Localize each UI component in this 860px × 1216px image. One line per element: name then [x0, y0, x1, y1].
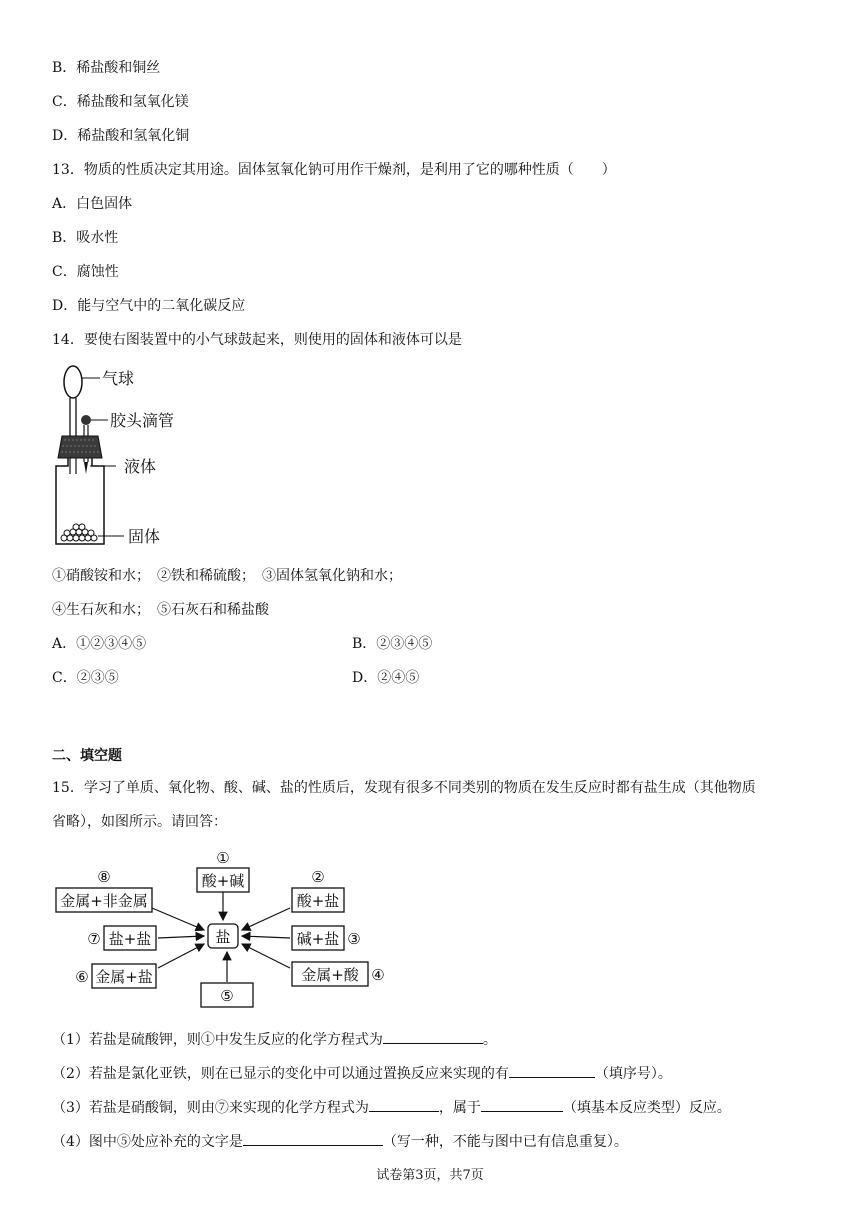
q15-part-1-end: 。	[482, 1032, 497, 1048]
q15-part-1-text: （1）若盐是硫酸钾，则①中发生反应的化学方程式为	[52, 1032, 383, 1048]
q15-part-4-text: （4）图中⑤处应补充的文字是	[52, 1134, 243, 1150]
node-8-number: ⑧	[97, 868, 111, 886]
q13-stem: 13．物质的性质决定其用途。固体氢氧化钠可用作干燥剂，是利用了它的哪种性质（ ）	[52, 162, 616, 178]
q14-option-d: D．②④⑤	[352, 670, 420, 686]
q13-option-b: B．吸水性	[52, 230, 119, 246]
q15-part-2	[52, 1062, 672, 1084]
node-7-label: 盐+盐	[108, 930, 152, 948]
q14-option-b: B．②③④⑤	[352, 636, 433, 652]
answer-blank-5[interactable]	[243, 1130, 383, 1146]
liquid-label: 液体	[124, 457, 157, 476]
dropper-label: 胶头滴管	[110, 411, 175, 430]
answer-blank-1[interactable]	[383, 1028, 483, 1044]
answer-blank-2[interactable]	[509, 1062, 595, 1078]
q14-option-c: C．②③⑤	[52, 670, 119, 686]
answer-blank-3[interactable]	[369, 1096, 439, 1112]
dropper-bulb	[81, 415, 91, 425]
node-7-number: ⑦	[87, 930, 101, 948]
stopper	[58, 436, 102, 458]
apparatus-figure	[52, 362, 252, 556]
node-3-label: 碱+盐	[296, 930, 340, 948]
q15-stem-1: 15．学习了单质、氧化物、酸、碱、盐的性质后，发现有很多不同类别的物质在发生反应时都有盐生成（其他物质	[52, 780, 756, 796]
node-5-number: ⑤	[220, 987, 234, 1005]
node-6-number: ⑥	[75, 968, 89, 986]
node-4-number: ④	[371, 966, 385, 984]
q15-part-4	[52, 1130, 628, 1152]
q15-part-3-end: （填基本反应类型）反应。	[562, 1100, 731, 1116]
node-1-number: ①	[216, 849, 230, 867]
q15-part-2-end: （填序号）。	[594, 1066, 672, 1082]
node-2-label: 酸+盐	[296, 892, 340, 910]
q13-option-a: A．白色固体	[52, 196, 133, 212]
q14-list-1: ①硝酸铵和水； ②铁和稀硫酸； ③固体氢氧化钠和水；	[52, 568, 402, 584]
node-8-label: 金属+非金属	[60, 892, 148, 910]
page-footer: 试卷第3页，共7页	[376, 1168, 484, 1183]
section-title: 二、填空题	[52, 748, 122, 764]
q15-part-3	[52, 1096, 731, 1118]
q13-option-c: C．腐蚀性	[52, 264, 119, 280]
solid-label: 固体	[128, 527, 161, 546]
q12-option-b: B．稀盐酸和铜丝	[52, 60, 161, 76]
node-4-label: 金属+酸	[301, 966, 359, 984]
q14-stem: 14．要使右图装置中的小气球鼓起来，则使用的固体和液体可以是	[52, 332, 462, 348]
q12-option-d: D．稀盐酸和氢氧化铜	[52, 128, 190, 144]
q15-stem-2: 省略），如图所示。请回答：	[52, 814, 227, 830]
balloon-label: 气球	[102, 369, 135, 388]
salt-reaction-diagram	[52, 848, 392, 1012]
q15-part-3-text: （3）若盐是硝酸铜，则由⑦来实现的化学方程式为	[52, 1100, 369, 1116]
node-1-label: 酸+碱	[201, 872, 245, 890]
q15-part-1	[52, 1028, 497, 1050]
center-salt-label: 盐	[215, 928, 231, 946]
q15-part-3-mid: ，属于	[438, 1100, 481, 1116]
answer-blank-4[interactable]	[481, 1096, 563, 1112]
q14-list-2: ④生石灰和水； ⑤石灰石和稀盐酸	[52, 602, 269, 618]
node-6-label: 金属+盐	[95, 968, 153, 986]
q13-option-d: D．能与空气中的二氧化碳反应	[52, 298, 246, 314]
q12-option-c: C．稀盐酸和氢氧化镁	[52, 94, 189, 110]
q15-part-4-end: （写一种，不能与图中已有信息重复）。	[382, 1134, 628, 1150]
q15-part-2-text: （2）若盐是氯化亚铁，则在已显示的变化中可以通过置换反应来实现的有	[52, 1066, 509, 1082]
node-3-number: ③	[347, 930, 361, 948]
solid-pebbles	[61, 524, 97, 541]
node-2-number: ②	[311, 868, 325, 886]
balloon-shape	[64, 366, 82, 398]
q14-option-a: A．①②③④⑤	[52, 636, 147, 652]
